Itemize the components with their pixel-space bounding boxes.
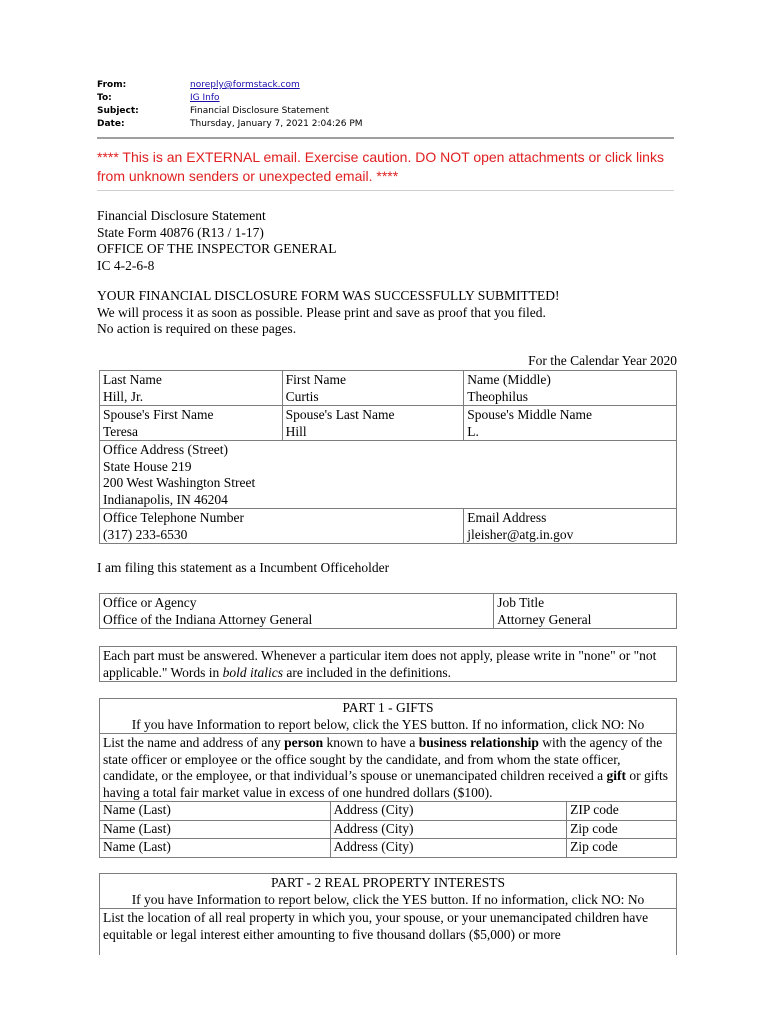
submission-notice [97,288,559,338]
to-label: To: [97,93,112,103]
form-number: State Form 40876 (R13 / 1-17) [97,224,264,240]
submission-line-3: No action is required on these pages. [97,321,297,336]
spouse-first-cell [100,406,283,441]
part2-prompt: If you have Information to report below, click the YES button. If no information, click NO: No [131,891,645,907]
spouse-middle-value: L. [467,423,479,439]
last-name-label: Last Name [103,372,162,387]
spouse-row [100,406,677,441]
job-title-cell [494,594,677,629]
date-label: Date: [97,119,125,129]
phone-value: (317) 233-6530 [103,526,188,542]
subject-value: Financial Disclosure Statement [190,106,329,116]
part2-title: PART - 2 REAL PROPERTY INTERESTS [270,875,506,890]
from-row [97,79,363,92]
from-label: From: [97,80,127,90]
first-name-label: First Name [285,372,346,387]
part1-prompt: If you have Information to report below, click the YES button. If no information, click NO: No [131,716,645,732]
instructions-italic: bold italics [222,664,284,680]
spouse-first-label: Spouse's First Name [103,407,214,422]
contact-row [100,509,677,544]
gift-name-cell: Name (Last) [100,802,331,821]
first-name-value: Curtis [285,388,319,404]
part1-header-cell [100,699,677,734]
submission-headline: YOUR FINANCIAL DISCLOSURE FORM WAS SUCCESSFULLY SUBMITTED! [97,288,560,303]
spouse-first-value: Teresa [103,423,139,439]
first-name-cell [282,371,464,406]
to-row [97,92,363,105]
part2-header-cell [100,874,677,909]
office-row [100,594,677,629]
date-row [97,118,363,131]
instructions-box [99,646,677,682]
subject-row [97,105,363,118]
agency-cell [100,594,494,629]
subject-label: Subject: [97,106,139,116]
gift-row [100,820,677,839]
statute-code: IC 4-2-6-8 [97,257,155,273]
gift-zip-cell: Zip code [567,820,677,839]
part1-description-cell [100,734,677,802]
office-address-line-1: State House 219 [103,458,192,474]
gift-row [100,839,677,858]
date-value: Thursday, January 7, 2021 2:04:26 PM [190,119,363,129]
from-address-link[interactable]: noreply@formstack.com [190,80,300,90]
to-address-link[interactable]: IG Info [190,93,220,103]
warning-divider [97,190,674,191]
spouse-last-value: Hill [285,423,307,439]
middle-name-label: Name (Middle) [467,372,551,387]
part2-real-property-table [99,873,677,955]
part1-title: PART 1 - GIFTS [342,700,434,715]
spouse-middle-label: Spouse's Middle Name [467,407,592,422]
job-title-value: Attorney General [497,611,592,627]
gift-name-cell: Name (Last) [100,839,331,858]
middle-name-cell [464,371,677,406]
phone-label: Office Telephone Number [103,510,245,525]
gift-zip-cell: ZIP code [567,802,677,821]
email-label: Email Address [467,510,547,525]
email-header [97,79,363,131]
gift-city-cell: Address (City) [330,839,567,858]
calendar-year: For the Calendar Year 2020 [528,353,677,368]
office-name: OFFICE OF THE INSPECTOR GENERAL [97,241,337,256]
phone-cell [100,509,464,544]
office-table [99,593,677,629]
filing-statement: I am filing this statement as a Incumbent Officeholder [97,560,390,575]
office-address-line-2: 200 West Washington Street [103,475,256,490]
part1-desc-bold-business: business relationship [418,735,539,750]
part2-description-cell [100,909,677,955]
agency-label: Office or Agency [103,595,197,610]
office-address-cell [100,441,677,509]
email-cell [464,509,677,544]
gift-row [100,802,677,821]
part1-gifts-table [99,698,677,858]
middle-name-value: Theophilus [467,388,529,404]
part1-desc-text: List the name and address of any [103,735,285,750]
agency-value: Office of the Indiana Attorney General [103,611,313,627]
name-row [100,371,677,406]
form-title: Financial Disclosure Statement [97,208,266,223]
gift-city-cell: Address (City) [330,820,567,839]
external-email-warning: **** This is an EXTERNAL email. Exercise caution. DO NOT open attachments or click links from unknown senders or unexpected email. **** [97,149,664,184]
submission-line-2: We will process it as soon as possible. Please print and save as proof that you filed. [97,304,546,320]
last-name-cell [100,371,283,406]
spouse-middle-cell [464,406,677,441]
job-title-label: Job Title [497,595,545,610]
email-value: jleisher@atg.in.gov [467,526,574,542]
office-address-label: Office Address (Street) [103,442,228,457]
gift-zip-cell: Zip code [567,839,677,858]
last-name-value: Hill, Jr. [103,388,144,404]
spouse-last-cell [282,406,464,441]
personal-info-table [99,370,677,544]
address-row [100,441,677,509]
part1-desc-text: known to have a [323,735,419,750]
instructions-text-1: Each part must be answered. Whenever a particular item does not apply, please write in "none" or "not applicable." Words in [103,648,657,680]
instructions-cell [100,647,677,682]
instructions-text-2: are included in the definitions. [283,664,451,680]
gift-name-cell: Name (Last) [100,820,331,839]
part2-desc-text: List the location of all real property in which you, your spouse, or your unemancipated children have equitable or legal interest either amounting to five thousand dollars ($5,000) or more [103,910,649,942]
header-divider [97,137,674,139]
spouse-last-label: Spouse's Last Name [285,407,395,422]
office-address-line-3: Indianapolis, IN 46204 [103,491,228,507]
form-header [97,208,337,274]
part1-desc-bold-gift: gift [606,768,626,783]
gift-city-cell: Address (City) [330,802,567,821]
part1-desc-text: with the agency of the state officer or employee or the office sought by the candidate, and from whom the state officer, candidate, or the employee, or that individual’s spouse or unemancipated children received a [103,735,663,783]
part1-desc-text: or gifts having a total fair market value in excess of one hundred dollars ($100). [103,768,668,800]
part1-desc-bold-person: person [284,735,324,750]
